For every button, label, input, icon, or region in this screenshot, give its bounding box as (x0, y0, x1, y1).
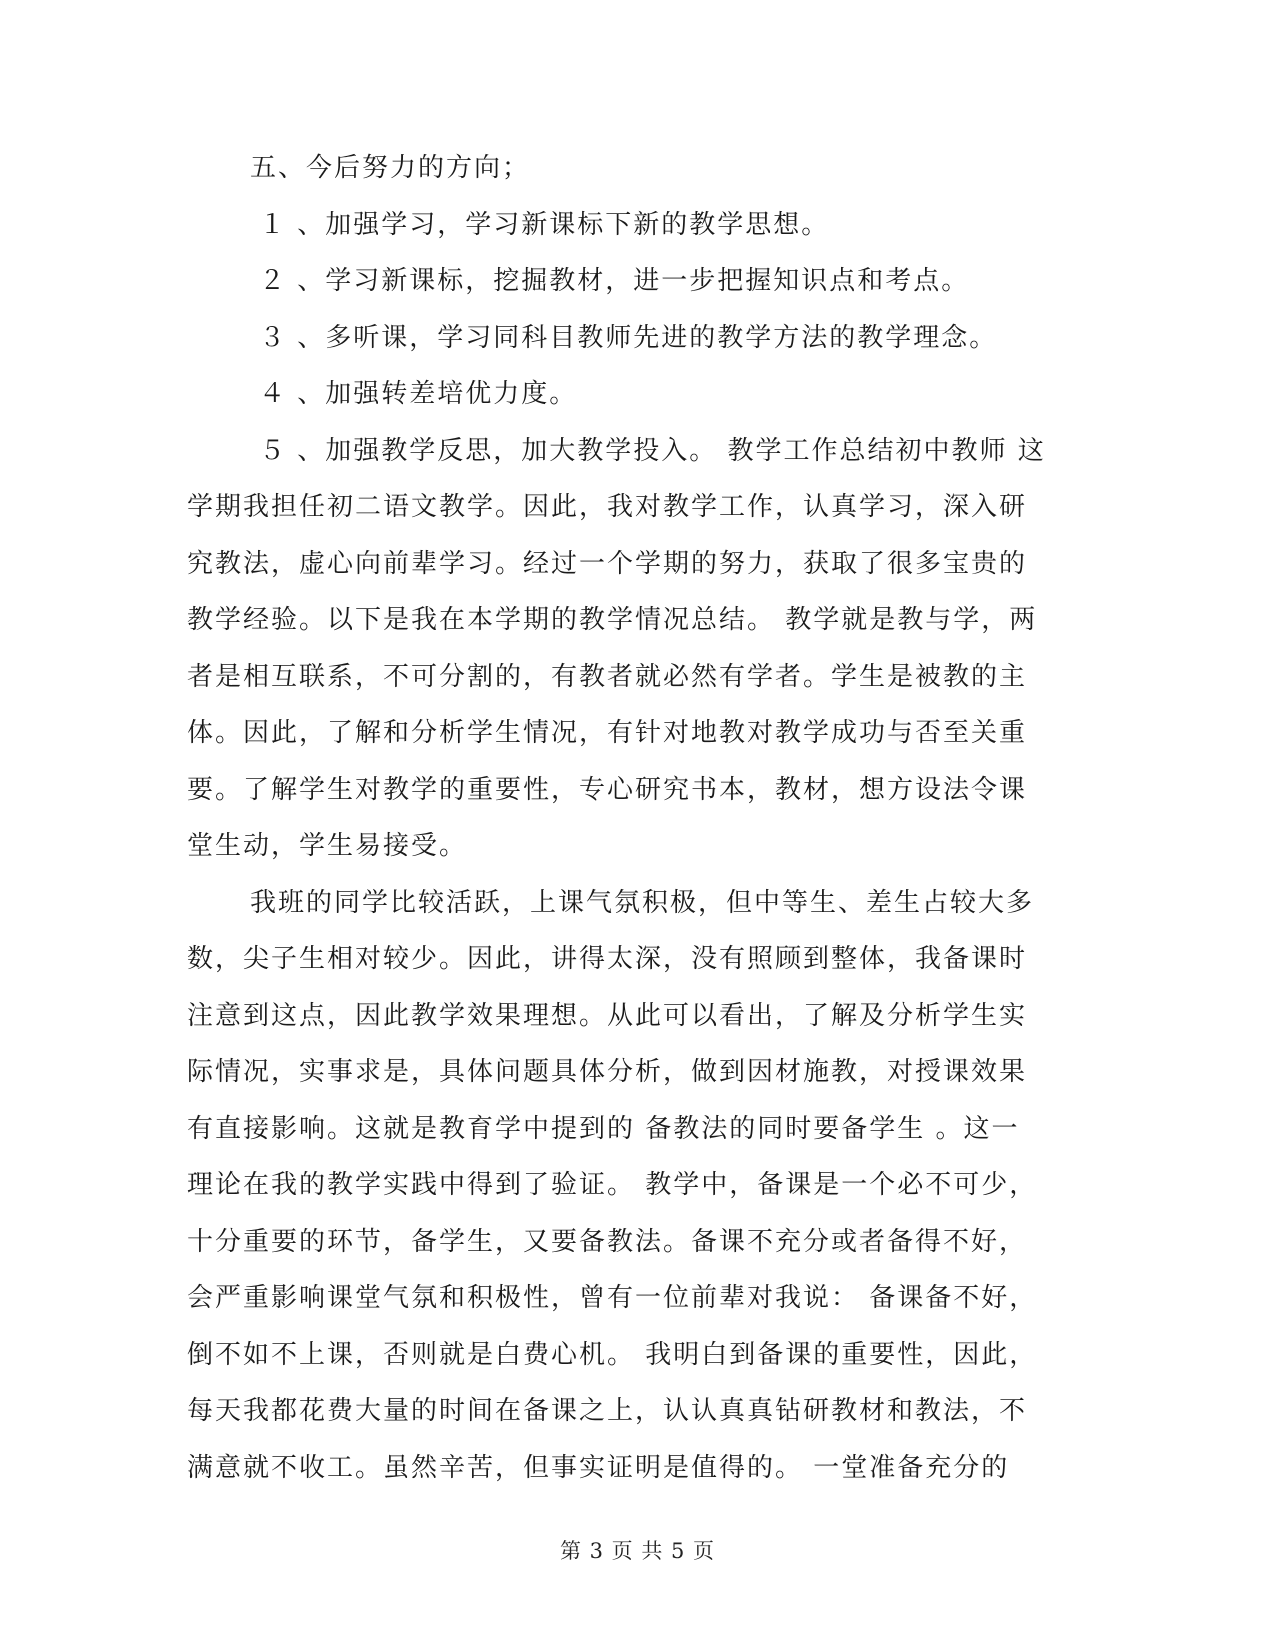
paragraph-line: 际情况，实事求是，具体问题具体分析，做到因材施教，对授课效果 (187, 1057, 1028, 1087)
document-body (187, 140, 1082, 1496)
paragraph-line: 有直接影响。这就是教育学中提到的 备教法的同时要备学生 。这一 (187, 1113, 1020, 1144)
paragraph (187, 875, 1082, 1497)
list-item: ４ 、加强转差培优力度。 (259, 379, 578, 409)
paragraph-line: 堂生动，学生易接受。 (187, 831, 468, 861)
paragraph-line: 学期我担任初二语文教学。因此，我对教学工作，认真学习，深入研 (187, 492, 1028, 522)
paragraph (187, 479, 1082, 875)
section-heading: 五、今后努力的方向； (250, 153, 531, 183)
paragraph-line: 满意就不收工。虽然辛苦，但事实证明是值得的。 一堂准备充分的 (187, 1452, 1010, 1483)
paragraph-line: 教学经验。以下是我在本学期的教学情况总结。 教学就是教与学，两 (187, 605, 1038, 635)
paragraph-line: 体。因此，了解和分析学生情况，有针对地教对教学成功与否至关重 (187, 718, 1028, 748)
list-item: ２ 、学习新课标，挖掘教材，进一步把握知识点和考点。 (259, 266, 970, 296)
list-item: ３ 、多听课，学习同科目教师先进的教学方法的教学理念。 (259, 322, 998, 353)
paragraph-line: 理论在我的教学实践中得到了验证。 教学中，备课是一个必不可少， (187, 1170, 1038, 1200)
paragraph-line: 究教法，虚心向前辈学习。经过一个学期的努力，获取了很多宝贵的 (187, 548, 1028, 579)
paragraph-line: 倒不如不上课，否则就是白费心机。 我明白到备课的重要性，因此， (187, 1339, 1038, 1370)
paragraph-line: 注意到这点，因此教学效果理想。从此可以看出，了解及分析学生实 (187, 1000, 1028, 1031)
paragraph-line: 十分重要的环节，备学生，又要备教法。备课不充分或者备得不好， (187, 1226, 1028, 1257)
paragraph-line: 要。了解学生对教学的重要性，专心研究书本，教材，想方设法令课 (187, 774, 1028, 805)
paragraph-line: 会严重影响课堂气氛和积极性，曾有一位前辈对我说： 备课备不好， (187, 1283, 1038, 1313)
paragraph-line: 者是相互联系，不可分割的，有教者就必然有学者。学生是被教的主 (187, 661, 1028, 692)
page-number: 第 3 页 共 5 页 (559, 1539, 716, 1563)
paragraph-line: 我班的同学比较活跃，上课气氛积极，但中等生、差生占较大多 (250, 887, 1035, 918)
paragraph-line: 数，尖子生相对较少。因此，讲得太深，没有照顾到整体，我备课时 (187, 944, 1028, 974)
list-item: １ 、加强学习，学习新课标下新的教学思想。 (259, 209, 830, 240)
paragraph-line: 每天我都花费大量的时间在备课之上，认认真真钻研教材和教法，不 (187, 1396, 1028, 1426)
list-item: ５ 、加强教学反思，加大教学投入。 教学工作总结初中教师 这 (259, 435, 1046, 466)
